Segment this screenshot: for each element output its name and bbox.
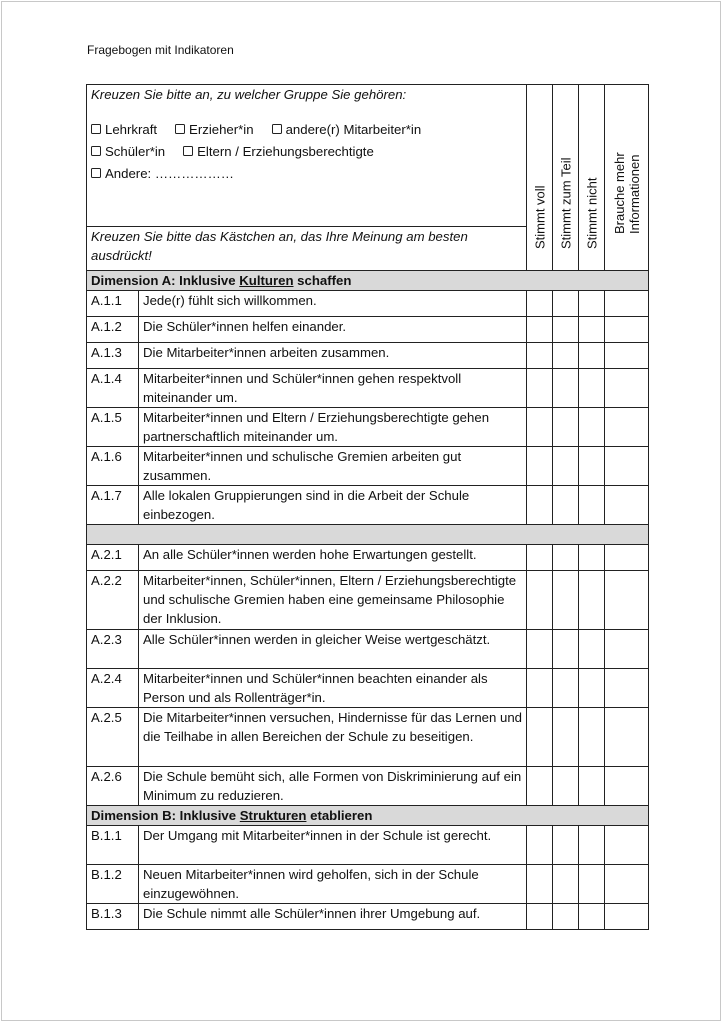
- indicator-row: [87, 571, 649, 630]
- answer-stimmt-nicht-cell[interactable]: [579, 630, 605, 669]
- answer-stimmt-zum-teil-cell[interactable]: [553, 486, 579, 525]
- answer-brauche-mehr-informationen-cell[interactable]: [605, 486, 649, 525]
- answer-stimmt-zum-teil-cell[interactable]: [553, 447, 579, 486]
- indicator-code: B.1.1: [87, 826, 139, 865]
- checkbox-icon[interactable]: [175, 124, 185, 134]
- indicator-code: A.2.5: [87, 708, 139, 767]
- group-option[interactable]: [175, 120, 254, 139]
- group-option-label: Erzieher*in: [189, 121, 254, 137]
- answer-stimmt-nicht-cell[interactable]: [579, 708, 605, 767]
- indicator-row: [87, 545, 649, 571]
- answer-stimmt-nicht-cell[interactable]: [579, 826, 605, 865]
- indicator-text: Die Schule bemüht sich, alle Formen von Diskriminierung auf ein Minimum zu reduzieren.: [139, 767, 527, 806]
- answer-stimmt-voll-cell[interactable]: [527, 447, 553, 486]
- answer-stimmt-zum-teil-cell[interactable]: [553, 865, 579, 904]
- answer-stimmt-zum-teil-cell[interactable]: [553, 767, 579, 806]
- answer-brauche-mehr-informationen-cell[interactable]: [605, 630, 649, 669]
- answer-stimmt-voll-cell[interactable]: [527, 571, 553, 630]
- answer-brauche-mehr-informationen-cell[interactable]: [605, 826, 649, 865]
- indicator-code: A.2.4: [87, 669, 139, 708]
- section-separator: [87, 525, 649, 545]
- indicator-text: Mitarbeiter*innen und Schüler*innen gehen respektvoll miteinander um.: [139, 369, 527, 408]
- answer-stimmt-voll-cell[interactable]: [527, 486, 553, 525]
- indicator-code: A.1.3: [87, 343, 139, 369]
- indicator-row: [87, 708, 649, 767]
- indicator-text: Die Mitarbeiter*innen versuchen, Hindernisse für das Lernen und die Teilhabe in allen Bereichen der Schule zu beseitigen.: [139, 708, 527, 767]
- indicator-text: Mitarbeiter*innen, Schüler*innen, Eltern / Erziehungsberechtigte und schulische Gremien haben eine gemeinsame Philosophie der Inklusion.: [139, 571, 527, 630]
- answer-stimmt-zum-teil-cell[interactable]: [553, 343, 579, 369]
- answer-brauche-mehr-informationen-cell[interactable]: [605, 317, 649, 343]
- indicator-text: Alle lokalen Gruppierungen sind in die Arbeit der Schule einbezogen.: [139, 486, 527, 525]
- answer-brauche-mehr-informationen-cell[interactable]: [605, 767, 649, 806]
- indicator-row: [87, 317, 649, 343]
- indicator-text: Mitarbeiter*innen und schulische Gremien arbeiten gut zusammen.: [139, 447, 527, 486]
- answer-stimmt-zum-teil-cell[interactable]: [553, 708, 579, 767]
- answer-stimmt-voll-cell[interactable]: [527, 630, 553, 669]
- instruction-text: Kreuzen Sie bitte das Kästchen an, das Ihre Meinung am besten ausdrückt!: [87, 227, 527, 271]
- indicator-code: A.2.3: [87, 630, 139, 669]
- answer-stimmt-zum-teil-cell[interactable]: [553, 545, 579, 571]
- answer-brauche-mehr-informationen-cell[interactable]: [605, 408, 649, 447]
- indicator-text: Die Schule nimmt alle Schüler*innen ihrer Umgebung auf.: [139, 904, 527, 930]
- answer-stimmt-zum-teil-cell[interactable]: [553, 630, 579, 669]
- answer-stimmt-nicht-cell[interactable]: [579, 369, 605, 408]
- group-option[interactable]: [183, 142, 374, 161]
- answer-stimmt-zum-teil-cell[interactable]: [553, 904, 579, 930]
- header-row: [87, 85, 649, 227]
- answer-stimmt-zum-teil-cell[interactable]: [553, 408, 579, 447]
- questionnaire-table: [86, 84, 649, 930]
- indicator-code: A.2.6: [87, 767, 139, 806]
- answer-stimmt-voll-cell[interactable]: [527, 904, 553, 930]
- section-separator-row: [87, 525, 649, 545]
- indicator-code: A.1.6: [87, 447, 139, 486]
- answer-brauche-mehr-informationen-cell[interactable]: [605, 291, 649, 317]
- option-row: [91, 118, 522, 140]
- group-option-label: Eltern / Erziehungsberechtigte: [197, 143, 374, 159]
- column-header-brauche-mehr-informationen: Brauche mehr Informationen: [605, 85, 649, 271]
- answer-brauche-mehr-informationen-cell[interactable]: [605, 343, 649, 369]
- answer-stimmt-nicht-cell[interactable]: [579, 865, 605, 904]
- checkbox-icon[interactable]: [91, 124, 101, 134]
- answer-stimmt-voll-cell[interactable]: [527, 708, 553, 767]
- indicator-row: [87, 904, 649, 930]
- indicator-code: A.1.1: [87, 291, 139, 317]
- indicator-text: Neuen Mitarbeiter*innen wird geholfen, sich in der Schule einzugewöhnen.: [139, 865, 527, 904]
- indicator-row: [87, 369, 649, 408]
- dimension-title-prefix: Dimension A: Inklusive: [91, 273, 240, 288]
- indicator-row: [87, 826, 649, 865]
- indicator-code: A.1.5: [87, 408, 139, 447]
- answer-brauche-mehr-informationen-cell[interactable]: [605, 708, 649, 767]
- answer-stimmt-zum-teil-cell[interactable]: [553, 669, 579, 708]
- group-option[interactable]: [91, 164, 234, 183]
- dimension-keyword: Kulturen: [239, 273, 294, 288]
- indicator-text: Der Umgang mit Mitarbeiter*innen in der Schule ist gerecht.: [139, 826, 527, 865]
- option-row: [91, 140, 522, 162]
- dimension-title: [87, 271, 649, 291]
- indicator-row: [87, 865, 649, 904]
- indicator-code: B.1.2: [87, 865, 139, 904]
- indicator-text: Jede(r) fühlt sich willkommen.: [139, 291, 527, 317]
- indicator-row: [87, 408, 649, 447]
- answer-stimmt-nicht-cell[interactable]: [579, 343, 605, 369]
- group-option[interactable]: [272, 120, 422, 139]
- answer-stimmt-nicht-cell[interactable]: [579, 486, 605, 525]
- checkbox-icon[interactable]: [183, 146, 193, 156]
- answer-stimmt-nicht-cell[interactable]: [579, 767, 605, 806]
- indicator-code: A.1.2: [87, 317, 139, 343]
- answer-brauche-mehr-informationen-cell[interactable]: [605, 447, 649, 486]
- column-header-stimmt-voll: Stimmt voll: [527, 85, 553, 271]
- indicator-text: Mitarbeiter*innen und Eltern / Erziehungsberechtigte gehen partnerschaftlich miteinander um.: [139, 408, 527, 447]
- indicator-code: A.1.7: [87, 486, 139, 525]
- indicator-row: [87, 669, 649, 708]
- answer-stimmt-nicht-cell[interactable]: [579, 571, 605, 630]
- group-option-label: Andere: ………………: [105, 165, 234, 181]
- dimension-header-row: [87, 806, 649, 826]
- indicator-code: A.1.4: [87, 369, 139, 408]
- dimension-title-suffix: schaffen: [293, 273, 352, 288]
- indicator-row: [87, 291, 649, 317]
- indicator-row: [87, 447, 649, 486]
- answer-stimmt-nicht-cell[interactable]: [579, 545, 605, 571]
- answer-brauche-mehr-informationen-cell[interactable]: [605, 904, 649, 930]
- answer-stimmt-zum-teil-cell[interactable]: [553, 291, 579, 317]
- dimension-header-row: [87, 271, 649, 291]
- group-option[interactable]: [91, 120, 157, 139]
- group-option-label: Lehrkraft: [105, 121, 158, 137]
- answer-stimmt-zum-teil-cell[interactable]: [553, 826, 579, 865]
- answer-stimmt-voll-cell[interactable]: [527, 826, 553, 865]
- indicator-text: Mitarbeiter*innen und Schüler*innen beachten einander als Person und als Rollenträger*in.: [139, 669, 527, 708]
- answer-stimmt-zum-teil-cell[interactable]: [553, 317, 579, 343]
- column-header-stimmt-zum-teil: Stimmt zum Teil: [553, 85, 579, 271]
- answer-brauche-mehr-informationen-cell[interactable]: [605, 369, 649, 408]
- indicator-text: Die Mitarbeiter*innen arbeiten zusammen.: [139, 343, 527, 369]
- dimension-title-prefix: Dimension B: Inklusive: [91, 808, 240, 823]
- answer-stimmt-voll-cell[interactable]: [527, 669, 553, 708]
- indicator-code: A.2.1: [87, 545, 139, 571]
- indicator-row: [87, 343, 649, 369]
- indicator-row: [87, 486, 649, 525]
- answer-stimmt-voll-cell[interactable]: [527, 343, 553, 369]
- group-options: [91, 118, 522, 184]
- answer-stimmt-zum-teil-cell[interactable]: [553, 571, 579, 630]
- answer-brauche-mehr-informationen-cell[interactable]: [605, 669, 649, 708]
- answer-stimmt-voll-cell[interactable]: [527, 545, 553, 571]
- group-option-label: Schüler*in: [105, 143, 166, 159]
- dimension-keyword: Strukturen: [239, 808, 307, 823]
- answer-stimmt-voll-cell[interactable]: [527, 408, 553, 447]
- group-option-label: andere(r) Mitarbeiter*in: [285, 121, 422, 137]
- dimension-title-suffix: etablieren: [306, 808, 373, 823]
- checkbox-icon[interactable]: [91, 168, 101, 178]
- answer-stimmt-nicht-cell[interactable]: [579, 904, 605, 930]
- indicator-code: A.2.2: [87, 571, 139, 630]
- answer-stimmt-nicht-cell[interactable]: [579, 408, 605, 447]
- answer-brauche-mehr-informationen-cell[interactable]: [605, 571, 649, 630]
- group-option[interactable]: [91, 142, 165, 161]
- answer-stimmt-nicht-cell[interactable]: [579, 317, 605, 343]
- indicator-text: An alle Schüler*innen werden hohe Erwartungen gestellt.: [139, 545, 527, 571]
- indicator-row: [87, 630, 649, 669]
- checkbox-icon[interactable]: [91, 146, 101, 156]
- answer-stimmt-nicht-cell[interactable]: [579, 669, 605, 708]
- checkbox-icon[interactable]: [272, 124, 282, 134]
- answer-stimmt-nicht-cell[interactable]: [579, 291, 605, 317]
- option-row: [91, 162, 522, 184]
- answer-stimmt-nicht-cell[interactable]: [579, 447, 605, 486]
- answer-stimmt-voll-cell[interactable]: [527, 291, 553, 317]
- answer-brauche-mehr-informationen-cell[interactable]: [605, 865, 649, 904]
- answer-stimmt-voll-cell[interactable]: [527, 865, 553, 904]
- column-header-stimmt-nicht: Stimmt nicht: [579, 85, 605, 271]
- group-prompt: Kreuzen Sie bitte an, zu welcher Gruppe Sie gehören:: [91, 87, 407, 102]
- indicator-row: [87, 767, 649, 806]
- answer-stimmt-voll-cell[interactable]: [527, 369, 553, 408]
- answer-stimmt-voll-cell[interactable]: [527, 767, 553, 806]
- dimension-title: [87, 806, 649, 826]
- indicator-text: Die Schüler*innen helfen einander.: [139, 317, 527, 343]
- answer-brauche-mehr-informationen-cell[interactable]: [605, 545, 649, 571]
- document-title: Fragebogen mit Indikatoren: [87, 43, 234, 57]
- indicator-code: B.1.3: [87, 904, 139, 930]
- answer-stimmt-zum-teil-cell[interactable]: [553, 369, 579, 408]
- group-selection-cell: [87, 85, 527, 227]
- answer-stimmt-voll-cell[interactable]: [527, 317, 553, 343]
- indicator-text: Alle Schüler*innen werden in gleicher Weise wertgeschätzt.: [139, 630, 527, 669]
